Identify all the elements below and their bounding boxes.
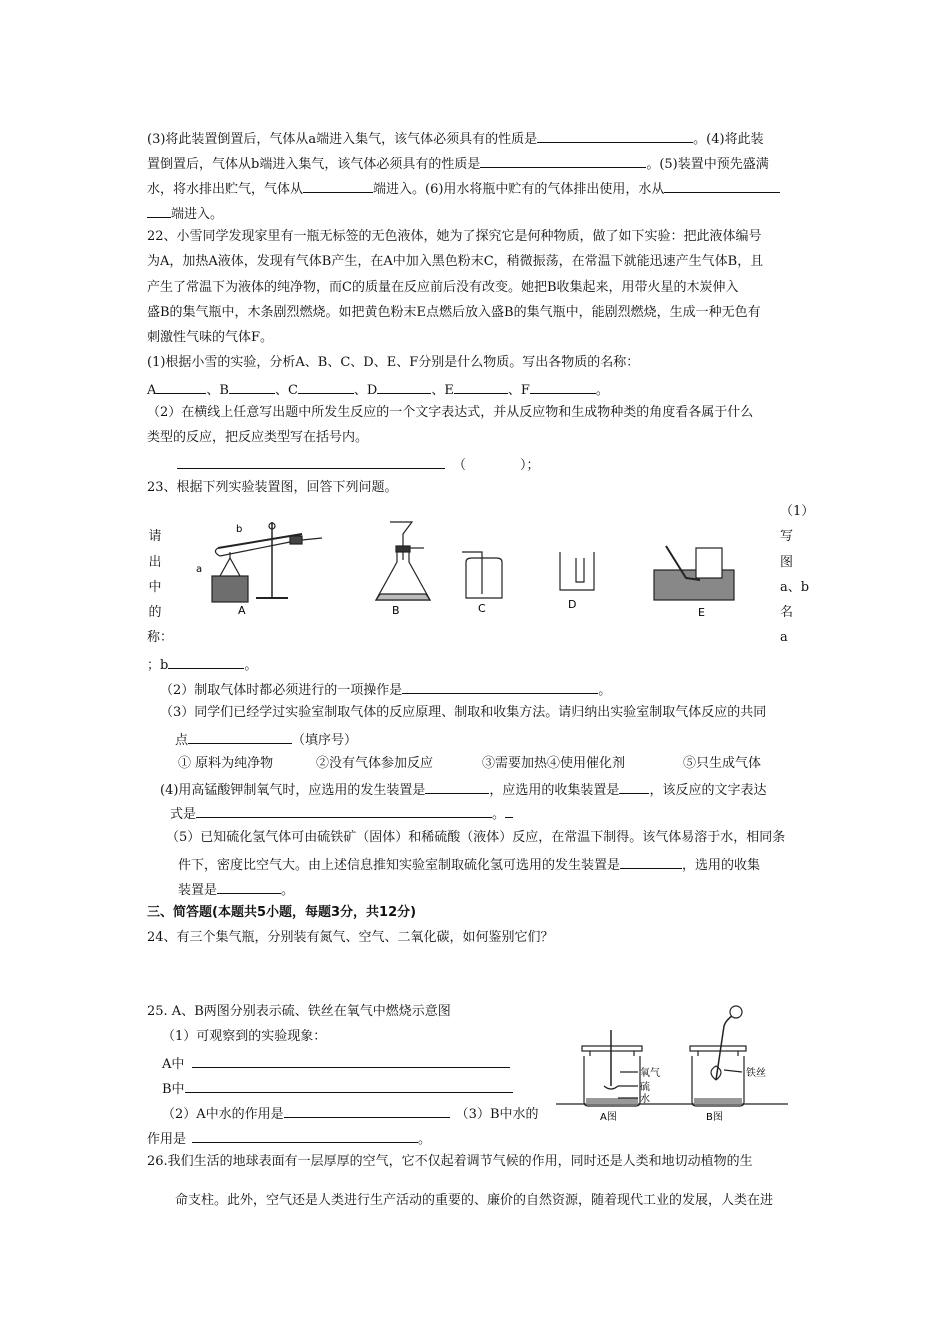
- answer-blank[interactable]: [402, 679, 598, 694]
- answer-blank[interactable]: [530, 379, 596, 394]
- wood-block: [212, 576, 248, 602]
- q23-text: 点: [175, 733, 189, 748]
- period: 。: [244, 658, 258, 673]
- jar-b-lid: [690, 1046, 746, 1051]
- label-a: A: [147, 383, 157, 398]
- q21-text: 。(5)装置中预先盛满: [646, 157, 769, 172]
- q23-text: （2）制取气体时都必须进行的一项操作是: [160, 683, 403, 698]
- q25-a-line: [162, 1053, 510, 1074]
- label-d: 、D: [353, 383, 378, 398]
- label-b: 、B: [206, 383, 229, 398]
- apparatus-b: [376, 522, 430, 600]
- q21-text: 端进入。(6)用水将瓶中贮有的气体排出使用，水从: [373, 182, 665, 197]
- mark-a: a: [196, 564, 203, 575]
- answer-blank[interactable]: [480, 153, 646, 168]
- leader-iron: [724, 1070, 742, 1072]
- q21-text: 。(4)将此装: [693, 132, 764, 147]
- match: [730, 1006, 742, 1018]
- answer-blank[interactable]: [298, 379, 354, 394]
- period: 。: [598, 683, 612, 698]
- q22-paragraph: 刺激性气味的气体F。: [147, 330, 274, 345]
- section-heading: 三、简答题(本题共5小题，每题3分，共12分): [147, 905, 417, 920]
- q23-text: ，应选用的收集装置是: [489, 783, 620, 798]
- apparatus-figure: [190, 518, 750, 618]
- q23-option-1: ① 原料为纯净物: [178, 756, 274, 771]
- flask-stopper: [396, 546, 410, 552]
- q26-line-2: 命支柱。此外，空气还是人类进行生产活动的重要的、廉价的自然资源，随着现代工业的发展，人类在进: [175, 1193, 774, 1208]
- open-paren: （: [453, 458, 467, 473]
- label-water: 水: [640, 1094, 650, 1105]
- q25-text: （3）B中水的: [455, 1107, 539, 1122]
- answer-blank[interactable]: [537, 128, 693, 143]
- label-b: B: [392, 604, 400, 617]
- q21-line-2: [147, 153, 769, 174]
- water-a: [586, 1098, 638, 1104]
- q23-option-3: ③需要加热④使用催化剂: [482, 756, 626, 771]
- flask-liquid: [376, 594, 430, 600]
- q21-text: 端进入。: [171, 207, 224, 222]
- q23-subq-3: （3）同学们已经学过实验室制取气体的反应原理、制取和收集方法。请归纳出实验室制取气体反应的共同: [160, 705, 767, 720]
- answer-blank[interactable]: [229, 379, 275, 394]
- q23-text: 件下，密度比空气大。由上述信息推知实验室制取硫化氢可选用的发生装置是: [178, 858, 621, 873]
- answer-blank[interactable]: [425, 779, 489, 794]
- q22-paragraph: 为A，加热A液体，发现有气体B产生，在A中加入黑色粉末C，稍微振荡，在常温下就能迅速产生气体B，且: [147, 254, 764, 269]
- answer-blank[interactable]: [620, 854, 682, 869]
- q26-line-1: 26.我们生活的地球表面有一层厚厚的空气，它不仅起着调节气候的作用，同时还是人类和地切动植物的生: [147, 1154, 753, 1169]
- apparatus-c: [462, 552, 502, 598]
- q25-a-label: A中: [162, 1057, 185, 1072]
- q23-right-char: a、b: [780, 580, 810, 595]
- gas-jar-e: [696, 548, 722, 578]
- delivery-tube: [302, 538, 322, 540]
- period: 。: [418, 1132, 432, 1147]
- q23-subq-5-end: [178, 879, 294, 900]
- label-sulfur: 硫: [640, 1082, 650, 1093]
- q23-text: ，选用的收集: [682, 858, 761, 873]
- q23-text: ，该反应的文字表达: [649, 783, 767, 798]
- answer-blank[interactable]: [377, 379, 431, 394]
- answer-blank[interactable]: [156, 379, 206, 394]
- answer-blank[interactable]: [168, 654, 244, 669]
- answer-blank[interactable]: [454, 379, 508, 394]
- jar-a-lid: [582, 1046, 642, 1051]
- label-d: D: [568, 598, 577, 611]
- test-tube-body: [215, 542, 290, 556]
- q25-b-line: [162, 1078, 513, 1099]
- answer-blank[interactable]: [284, 1103, 450, 1118]
- answer-blank: [505, 803, 513, 818]
- answer-blank[interactable]: [664, 178, 780, 193]
- q25-title: 25. A、B两图分别表示硫、铁丝在氧气中燃烧示意图: [147, 1004, 451, 1019]
- caption-b: B图: [706, 1112, 723, 1123]
- caption-a: A图: [600, 1112, 617, 1123]
- q23-left-char: 请: [148, 529, 162, 544]
- q23-subq-4-cont: [170, 803, 513, 824]
- q23-subq-2: [160, 679, 611, 700]
- answer-blank[interactable]: [192, 1128, 418, 1143]
- tube-d: [576, 558, 584, 582]
- q23-subq-3-cont: [175, 729, 357, 750]
- q23-subq-4: [160, 779, 766, 800]
- q23-title: 23、根据下列实验装置图，回答下列问题。: [147, 480, 398, 495]
- apparatus-a: [212, 522, 322, 602]
- label-f: 、F: [507, 383, 530, 398]
- answer-blank[interactable]: [303, 178, 373, 193]
- q23-left-char: 称：: [147, 630, 174, 645]
- period: 。: [281, 883, 295, 898]
- period: 。: [595, 383, 609, 398]
- label-e: E: [698, 606, 705, 618]
- mark-b: b: [236, 524, 243, 535]
- label-c: 、C: [274, 383, 298, 398]
- q23-text: 式是: [170, 807, 197, 822]
- q21-line-4: [147, 203, 223, 224]
- q23-text: 装置是: [178, 883, 218, 898]
- q22-paragraph: 22、小雪同学发现家里有一瓶无标签的无色液体，她为了探究它是何种物质，做了如下实验：把此液体编号: [147, 229, 762, 244]
- q25-text: 作用是: [147, 1132, 187, 1147]
- close-paren: ）；: [520, 458, 540, 473]
- q25-subq-3-cont: [147, 1128, 431, 1149]
- label-e: 、E: [431, 383, 454, 398]
- q22-subq-1: (1)根据小雪的实验，分析A、B、C、D、E、F分别是什么物质。写出各物质的名称：: [147, 355, 640, 370]
- q25-subq-2: [162, 1103, 539, 1124]
- label-iron-wire: 铁丝: [746, 1068, 766, 1079]
- q23-right-char: 图: [780, 555, 794, 570]
- q23-left-char: 的: [148, 605, 162, 620]
- q22-paragraph: 盛B的集气瓶中，木条剧烈燃烧。如把黄色粉末E点燃后放入盛B的集气瓶中，能剧烈燃烧，生成一种无色有: [147, 305, 761, 320]
- q23-text: （填序号）: [292, 733, 358, 748]
- q25-text: （2）A中水的作用是: [162, 1107, 284, 1122]
- q23-b-label: ；b: [147, 658, 169, 673]
- test-tube: [218, 534, 302, 548]
- q22-name-blanks: [147, 379, 609, 400]
- apparatus-d: [560, 552, 594, 590]
- spoon-bowl: [604, 1086, 618, 1089]
- q23-left-char: 出: [148, 555, 162, 570]
- label-a: A: [238, 604, 246, 617]
- answer-blank[interactable]: [192, 1053, 510, 1068]
- bottle-c: [466, 558, 502, 598]
- q23-right-char: 写: [780, 529, 794, 544]
- q22-subq-2-cont: 类型的反应，把反应类型写在括号内。: [147, 430, 369, 445]
- q21-text: 置倒置后，气体从b端进入集气，该气体必须具有的性质是: [147, 157, 481, 172]
- q22-expression-line: [147, 454, 540, 475]
- combustion-figure: [556, 1000, 788, 1124]
- q21-line-1: [147, 128, 764, 149]
- answer-blank[interactable]: [147, 203, 171, 218]
- water-b: [694, 1098, 742, 1104]
- apparatus-e: [654, 546, 734, 600]
- q23-text: (4)用高锰酸钾制氧气时，应选用的发生装置是: [160, 783, 426, 798]
- answer-blank[interactable]: [217, 879, 281, 894]
- answer-blank[interactable]: [185, 1078, 513, 1093]
- q22-paragraph: 产生了常温下为液体的纯净物，而C的质量在反应前后没有改变。她把B收集起来，用带火星的木炭伸入: [147, 280, 739, 295]
- q23-right-char: a: [780, 630, 788, 645]
- alcohol-lamp: [220, 558, 240, 576]
- q23-subq-5-cont: [178, 854, 760, 875]
- q23-option-5: ⑤只生成气体: [683, 756, 762, 771]
- answer-blank[interactable]: [619, 779, 649, 794]
- q21-text: (3)将此装置倒置后，气体从a端进入集气，该气体必须具有的性质是: [147, 132, 538, 147]
- q24-text: 24、有三个集气瓶，分别装有氮气、空气、二氧化碳，如何鉴别它们？: [147, 930, 554, 945]
- q25-subq-1: （1）可观察到的实验现象：: [162, 1029, 327, 1044]
- stopper: [290, 536, 302, 544]
- q21-text: 水，将水排出贮气，气体从: [147, 182, 304, 197]
- answer-blank[interactable]: [188, 729, 292, 744]
- label-c: C: [478, 602, 486, 615]
- q23-subq-5: （5）已知硫化氢气体可由硫铁矿（固体）和稀硫酸（液体）反应，在常温下制得。该气体易溶于水，相同条: [166, 830, 786, 845]
- bottle-d: [560, 552, 594, 590]
- q23-left-char: 中: [148, 580, 162, 595]
- q23-b-line: [147, 654, 257, 675]
- q23-right-char: 名: [780, 605, 794, 620]
- answer-blank[interactable]: [196, 803, 492, 818]
- q21-line-3: [147, 178, 780, 199]
- q23-right-char: （1）: [780, 504, 815, 519]
- period: 。: [492, 807, 506, 822]
- answer-blank[interactable]: [177, 454, 445, 469]
- q22-subq-2: （2）在横线上任意写出题中所发生反应的一个文字表达式，并从反应物和生成物种类的角度看各属于什么: [147, 405, 754, 420]
- q25-b-label: B中: [162, 1082, 185, 1097]
- q23-option-2: ②没有气体参加反应: [316, 756, 434, 771]
- label-oxygen: 氧气: [640, 1068, 660, 1079]
